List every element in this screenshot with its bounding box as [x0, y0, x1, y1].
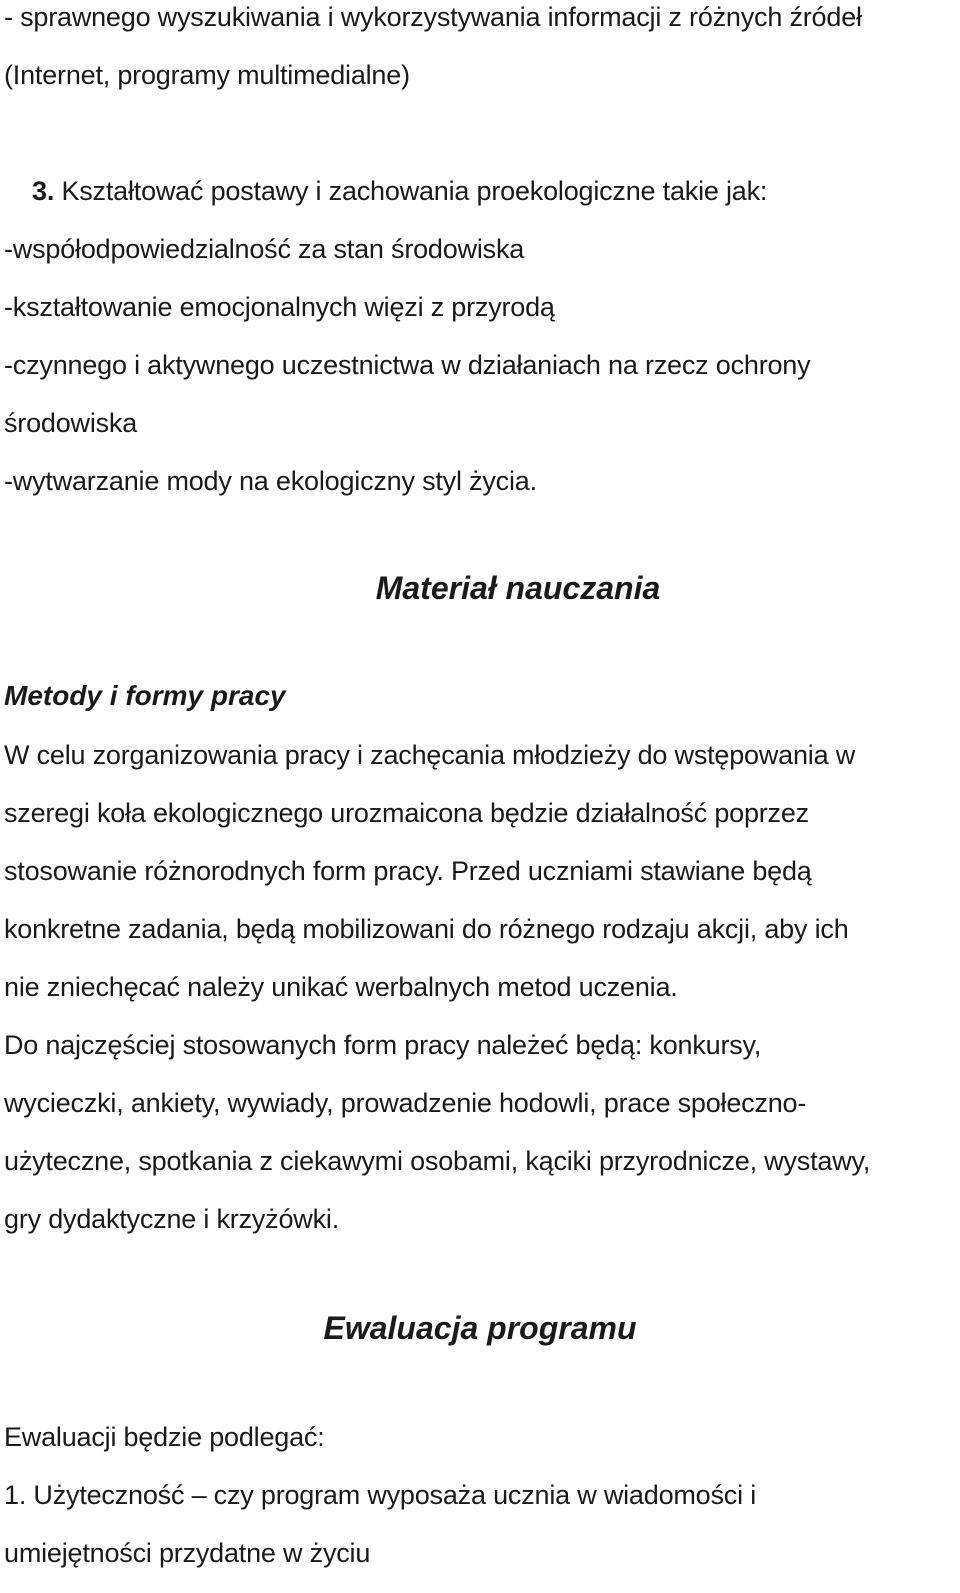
material-heading: Materiał nauczania — [375, 570, 661, 606]
goal-3-item-3-cont: środowiska — [4, 408, 138, 438]
goal-3-item-4: -wytwarzanie mody na ekologiczny styl życia. — [4, 466, 537, 496]
methods-p1-line-2: szeregi koła ekologicznego urozmaicona będzie działalność poprzez — [4, 798, 809, 828]
methods-p1-line-1: W celu zorganizowania pracy i zachęcania młodzieży do wstępowania w — [4, 740, 856, 770]
methods-p1-line-3: stosowanie różnorodnych form pracy. Przed uczniami stawiane będą — [4, 856, 812, 886]
evaluation-item-1-line-2: umiejętności przydatne w życiu — [4, 1538, 371, 1568]
evaluation-intro: Ewaluacji będzie podlegać: — [4, 1422, 325, 1452]
methods-p2-line-2: wycieczki, ankiety, wywiady, prowadzenie hodowli, prace społeczno- — [4, 1088, 807, 1118]
methods-p1-line-4: konkretne zadania, będą mobilizowani do różnego rodzaju akcji, aby ich — [4, 914, 849, 944]
evaluation-item-1-line-1: 1. Użyteczność – czy program wyposaża ucznia w wiadomości i — [4, 1480, 756, 1510]
goal-3-item-3: -czynnego i aktywnego uczestnictwa w działaniach na rzecz ochrony — [4, 350, 811, 380]
methods-p2-line-1: Do najczęściej stosowanych form pracy należeć będą: konkursy, — [4, 1030, 762, 1060]
goal-3-number: 3. — [32, 176, 55, 206]
methods-p1-line-5: nie zniechęcać należy unikać werbalnych metod uczenia. — [4, 972, 678, 1002]
methods-heading: Metody i formy pracy — [4, 680, 286, 711]
methods-p2-line-4: gry dydaktyczne i krzyżówki. — [4, 1204, 339, 1234]
goal-3-item-2: -kształtowanie emocjonalnych więzi z przyrodą — [4, 292, 555, 322]
goal-3-text: Kształtować postawy i zachowania proekologiczne takie jak: — [61, 176, 768, 206]
methods-p2-line-3: użyteczne, spotkania z ciekawymi osobami, kąciki przyrodnicze, wystawy, — [4, 1146, 871, 1176]
evaluation-heading: Ewaluacja programu — [323, 1310, 637, 1346]
intro-line-1: - sprawnego wyszukiwania i wykorzystywania informacji z różnych źródeł — [4, 2, 862, 32]
goal-3-title — [32, 174, 767, 208]
intro-line-2: (Internet, programy multimedialne) — [4, 60, 410, 90]
goal-3-item-1: -współodpowiedzialność za stan środowiska — [4, 234, 525, 264]
